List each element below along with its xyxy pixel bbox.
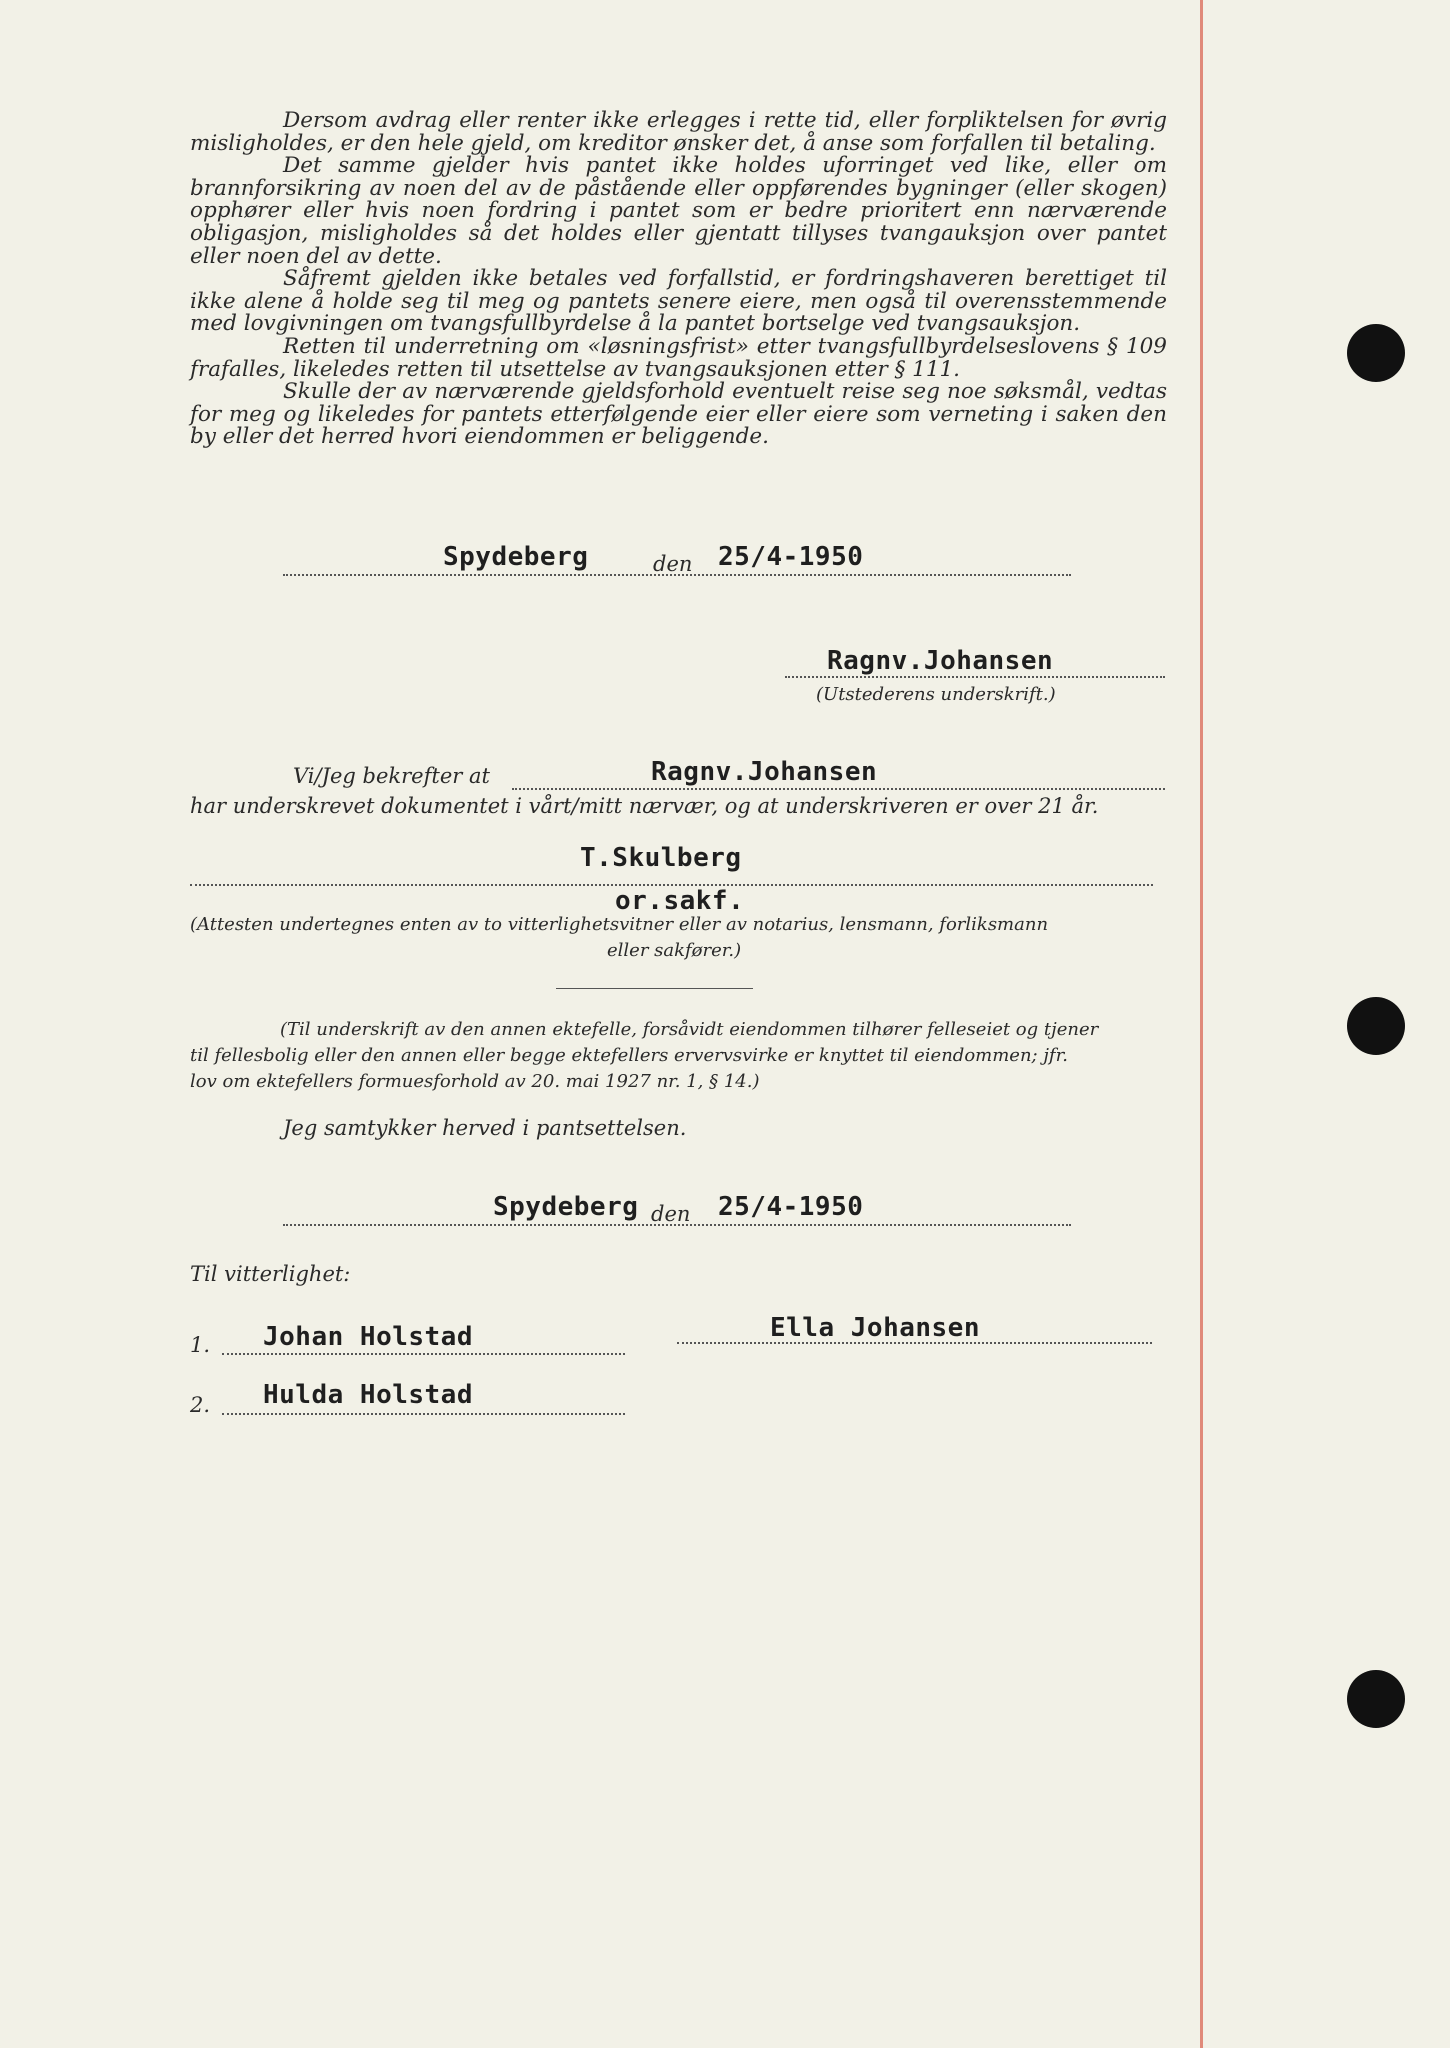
clause-3: Såfremt gjelden ikke betales ved forfallstid, er fordringshaveren berettiget til ikke alene å holde seg til meg og pantets senere eiere, men også til overensstemmende med lovgivningen om tvangsfullbyrdelse å la pantet bortselge ved tvangsauksjon.: [190, 266, 1167, 337]
witness-2-number: 2.: [190, 1393, 211, 1417]
witness-1-name: Johan Holstad: [263, 1322, 473, 1352]
witness-1-number: 1.: [190, 1333, 211, 1357]
punch-hole-middle: [1347, 997, 1405, 1055]
attestation-title: or.sakf.: [615, 886, 745, 916]
punch-hole-bottom: [1347, 1670, 1405, 1728]
second-date: 25/4-1950: [718, 1192, 864, 1222]
second-den-label: den: [651, 1202, 691, 1226]
clause-5: Skulle der av nærværende gjeldsforhold eventuelt reise seg noe søksmål, vedtas for meg og likeledes for pantets etterfølgende eier eller eiere som verneting i saken den by eller det herred hvori eiendommen er beliggende.: [190, 379, 1167, 450]
confirm-label: Vi/Jeg bekrefter at: [293, 764, 490, 788]
clauses-block: [190, 110, 1167, 449]
clause-4: Retten til underretning om «løsningsfrist» etter tvangsfullbyrdelseslovens § 109 frafalles, likeledes retten til utsettelse av tvangsauksjonen etter § 111.: [190, 333, 1167, 382]
witness-2-name: Hulda Holstad: [263, 1380, 473, 1410]
margin-rule: [1200, 0, 1203, 2048]
punch-hole-top: [1347, 324, 1405, 382]
consent-text: Jeg samtykker herved i pantsettelsen.: [283, 1116, 687, 1140]
issuer-signature: Ragnv.Johansen: [827, 646, 1054, 676]
attestation-witness: T.Skulberg: [580, 843, 742, 873]
issuer-caption: (Utstederens underskrift.): [816, 684, 1056, 705]
issuer-signature-line: [785, 676, 1165, 678]
clause-2: Det samme gjelder hvis pantet ikke holdes uforringet ved like, eller om brannforsikring av noen del av de påstående eller oppførendes bygninger (eller skogen) opphører eller hvis noen fordring i pantet som er bedre prioritert enn nærværende obligasjon, misligholdes så det holdes eller gjentatt tillyses tvangauksjon over pantet eller noen del av dette.: [190, 153, 1167, 269]
witness-1-line: [222, 1353, 625, 1355]
confirmed-name: Ragnv.Johansen: [651, 757, 878, 787]
witness-2-line: [222, 1413, 625, 1415]
confirmed-name-line: [512, 788, 1165, 790]
attestation-note-2: eller sakfører.): [607, 940, 742, 961]
confirm-text: har underskrevet dokumentet i vårt/mitt nærvær, og at underskriveren er over 21 år.: [190, 794, 1099, 818]
section-divider: [556, 988, 753, 989]
spouse-note-3: lov om ektefellers formuesforhold av 20. mai 1927 nr. 1, § 14.): [190, 1071, 760, 1092]
spouse-note-1: (Til underskrift av den annen ektefelle, forsåvidt eiendommen tilhører felleseiet og tjener: [280, 1019, 1099, 1040]
clause-1: Dersom avdrag eller renter ikke erlegges i rette tid, eller forpliktelsen for øvrig misligholdes, er den hele gjeld, om kreditor ønsker det, å anse som forfallen til betaling.: [190, 108, 1167, 156]
first-place: Spydeberg: [443, 542, 589, 572]
second-place: Spydeberg: [493, 1192, 639, 1222]
attestation-note-1: (Attesten undertegnes enten av to vitterlighetsvitner eller av notarius, lensmann, forliksmann: [190, 914, 1049, 935]
first-den-label: den: [653, 552, 693, 576]
spouse-signature: Ella Johansen: [770, 1313, 980, 1343]
witness-heading: Til vitterlighet:: [190, 1262, 351, 1286]
first-date: 25/4-1950: [718, 542, 864, 572]
spouse-note-2: til fellesbolig eller den annen eller begge ektefellers ervervsvirke er knyttet til eiendommen; jfr.: [190, 1045, 1068, 1066]
